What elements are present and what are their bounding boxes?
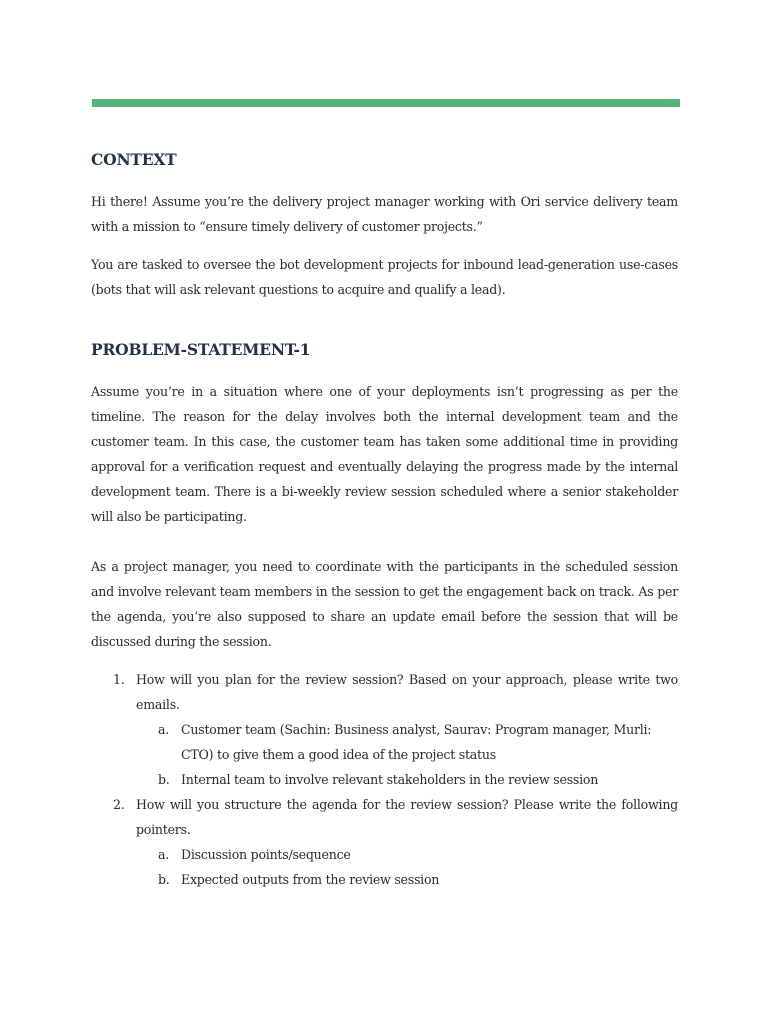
header-accent-bar	[92, 99, 680, 107]
subitem	[136, 767, 678, 792]
question-number: 2.	[113, 797, 125, 812]
subitem	[136, 867, 678, 892]
subitem-letter: a.	[158, 847, 170, 862]
subitem-text: Customer team (Sachin: Business analyst, Saurav: Program manager, Murli: CTO) to give them a good idea of the project status	[181, 722, 652, 762]
question-subitems	[136, 717, 678, 792]
subitem-text: Discussion points/sequence	[181, 847, 351, 862]
question-item	[91, 667, 678, 792]
question-text: How will you structure the agenda for the review session? Please write the following pointers.	[136, 797, 678, 837]
context-paragraph-1: Hi there! Assume you’re the delivery project manager working with Ori service delivery team with a mission to “ensure timely delivery of customer projects.”	[91, 194, 678, 234]
problem-paragraph-1: Assume you’re in a situation where one of your deployments isn’t progressing as per the timeline. The reason for the delay involves both the internal development team and the customer team. In this case, the customer team has taken some additional time in providing approval for a verification request and eventually delaying the progress made by the internal development team. There is a bi-weekly review session scheduled where a senior stakeholder will also be participating.	[91, 384, 678, 524]
questions-list-continued	[91, 792, 678, 892]
subitem-text: Internal team to involve relevant stakeholders in the review session	[181, 772, 599, 787]
subitem-letter: b.	[158, 772, 170, 787]
problem-statement-heading: PROBLEM-STATEMENT-1	[91, 340, 311, 359]
question-text: How will you plan for the review session? Based on your approach, please write two emails.	[136, 672, 678, 712]
question-number: 1.	[113, 672, 125, 687]
subitem	[136, 842, 678, 867]
context-heading: CONTEXT	[91, 150, 177, 169]
question-subitems	[136, 842, 678, 892]
subitem-letter: a.	[158, 722, 170, 737]
subitem-letter: b.	[158, 872, 170, 887]
question-item	[91, 792, 678, 892]
subitem-text: Expected outputs from the review session	[181, 872, 440, 887]
questions-list	[91, 667, 678, 792]
problem-paragraph-2: As a project manager, you need to coordinate with the participants in the scheduled session and involve relevant team members in the session to get the engagement back on track. As per the agenda, you’re also supposed to share an update email before the session that will be discussed during the session.	[91, 559, 678, 649]
context-paragraph-2: You are tasked to oversee the bot development projects for inbound lead-generation use-cases (bots that will ask relevant questions to acquire and qualify a lead).	[91, 257, 678, 297]
subitem	[136, 717, 678, 767]
